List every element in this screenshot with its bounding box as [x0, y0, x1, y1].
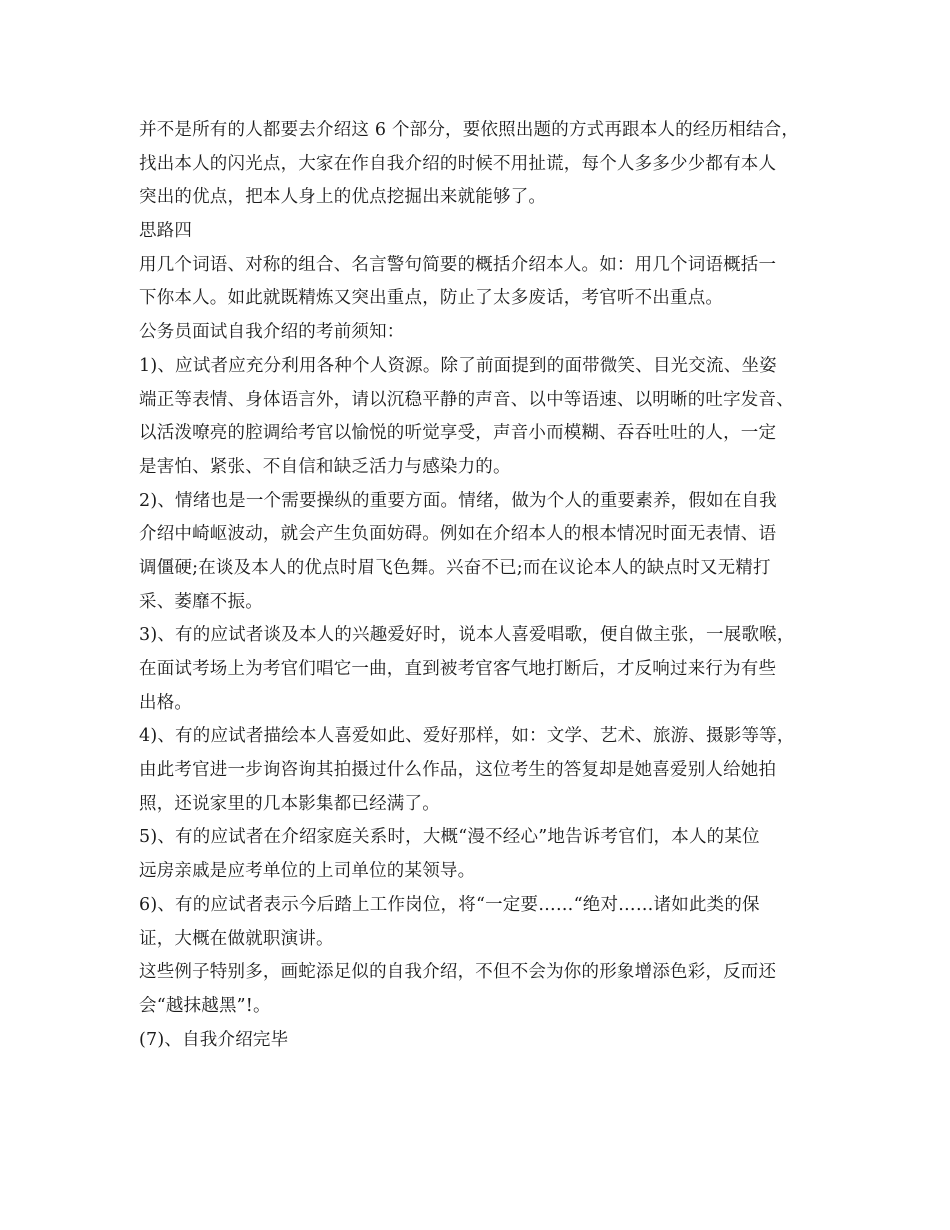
- text-line: 会“越抹越黑”!。: [139, 995, 271, 1016]
- text-line: 用几个词语、对称的组合、名言警句简要的概括介绍本人。如：用几个词语概括一: [139, 254, 777, 275]
- text-line: 并不是所有的人都要去介绍这 6 个部分，要依照出题的方式再跟本人的经历相结合，: [139, 120, 800, 140]
- text-line: 以活泼嘹亮的腔调给考官以愉悦的听觉享受，声音小而模糊、吞吞吐吐的人，一定: [139, 423, 777, 444]
- text-line: 下你本人。如此就既精炼又突出重点，防止了太多废话，考官听不出重点。: [139, 288, 724, 309]
- section-heading: (7)、自我介绍完毕: [139, 1029, 289, 1050]
- text-line: 介绍中崎岖波动，就会产生负面妨碍。例如在介绍本人的根本情况时面无表情、语: [139, 524, 777, 545]
- text-line: 找出本人的闪光点，大家在作自我介绍的时候不用扯谎，每个人多多少少都有本人: [139, 153, 777, 174]
- text-line: 突出的优点，把本人身上的优点挖掘出来就能够了。: [139, 187, 547, 208]
- text-line: 是害怕、紧张、不自信和缺乏活力与感染力的。: [139, 456, 511, 477]
- section-heading: 公务员面试自我介绍的考前须知：: [139, 322, 405, 343]
- text-line: 由此考官进一步询咨询其拍摄过什么作品，这位考生的答复却是她喜爱别人给她拍: [139, 760, 777, 781]
- text-line: 这些例子特别多，画蛇添足似的自我介绍，不但不会为你的形象增添色彩，反而还: [139, 962, 777, 983]
- text-line: 4)、有的应试者描绘本人喜爱如此、爱好那样，如：文学、艺术、旅游、摄影等等，: [139, 726, 795, 747]
- text-line: 2)、情绪也是一个需要操纵的重要方面。情绪，做为个人的重要素养，假如在自我: [139, 490, 777, 511]
- text-line: 1)、应试者应充分利用各种个人资源。除了前面提到的面带微笑、目光交流、坐姿: [139, 355, 777, 376]
- text-line: 3)、有的应试者谈及本人的兴趣爱好时，说本人喜爱唱歌，便自做主张，一展歌喉，: [139, 625, 795, 646]
- text-line: 在面试考场上为考官们唱它一曲，直到被考官客气地打断后，才反响过来行为有些: [139, 659, 777, 679]
- section-heading: 思路四: [139, 221, 193, 242]
- text-line: 采、萎靡不振。: [139, 591, 263, 612]
- text-line: 调僵硬;在谈及本人的优点时眉飞色舞。兴奋不已;而在议论本人的缺点时又无精打: [139, 557, 771, 578]
- text-line: 远房亲戚是应考单位的上司单位的某领导。: [139, 861, 476, 882]
- text-line: 出格。: [139, 692, 193, 713]
- text-line: 照，还说家里的几本影集都已经满了。: [139, 793, 440, 814]
- text-line: 6)、有的应试者表示今后踏上工作岗位，将“一定要……“绝对……诸如此类的保: [139, 894, 760, 915]
- text-line: 证，大概在做就职演讲。: [139, 928, 334, 949]
- document-body: [139, 114, 829, 1057]
- text-line: 端正等表情、身体语言外，请以沉稳平静的声音、以中等语速、以明晰的吐字发音、: [139, 389, 794, 410]
- text-line: 5)、有的应试者在介绍家庭关系时，大概“漫不经心”地告诉考官们，本人的某位: [139, 827, 760, 848]
